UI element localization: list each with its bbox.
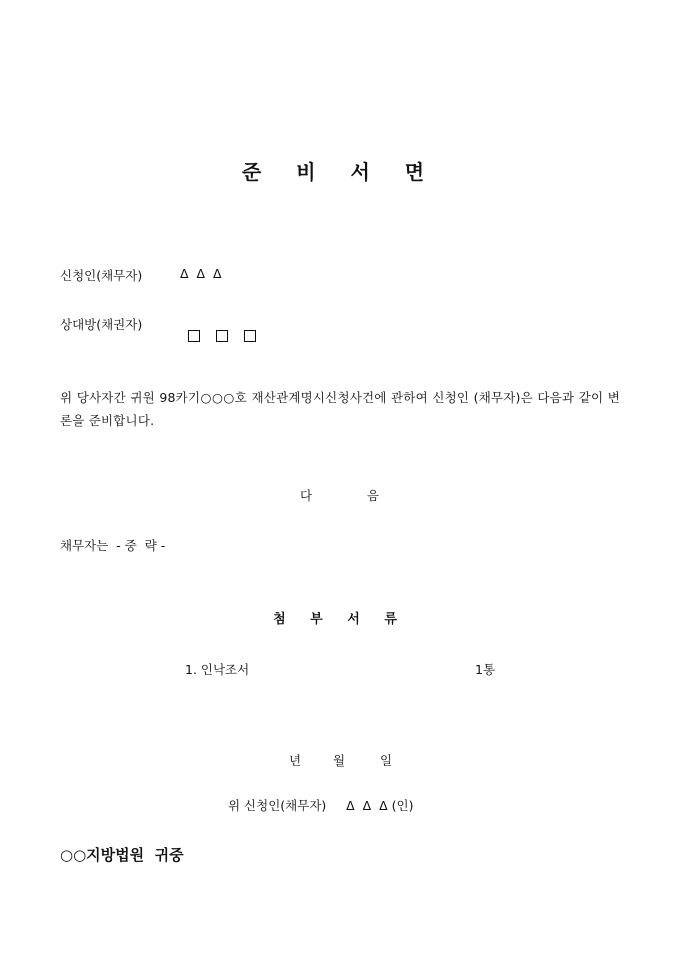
respondent-value-boxes <box>180 314 272 344</box>
empty-box-icon <box>244 330 256 342</box>
date-year: 년 <box>289 753 302 768</box>
empty-box-icon <box>216 330 228 342</box>
date-month: 월 <box>333 753 346 768</box>
attachment-qty: 1통 <box>475 662 496 677</box>
body-paragraph: 위 당사자간 귀원 98카기○○○호 재산관계명시신청사건에 관하여 신청인 (채무자)은 다음과 같이 변론을 준비합니다. <box>60 390 620 428</box>
court-addressee: ○○지방법원 귀중 <box>60 846 184 864</box>
respondent-label: 상대방(채권자) <box>60 317 143 332</box>
date-day: 일 <box>380 753 393 768</box>
heading-da: 다 <box>300 488 313 503</box>
attachments-title: 첨 부 서 류 <box>273 612 407 627</box>
applicant-value: Δ Δ Δ <box>180 266 222 281</box>
empty-box-icon <box>188 330 200 342</box>
debtor-text: 채무자는 - 중 략 - <box>60 538 166 553</box>
document-title: 준 비 서 면 <box>241 160 439 184</box>
attachment-item: 1. 인낙조서 <box>185 662 250 677</box>
applicant-label: 신청인(채무자) <box>60 268 143 283</box>
signature-line: 위 신청인(채무자) Δ Δ Δ (인) <box>228 798 414 813</box>
heading-eum: 음 <box>367 488 380 503</box>
